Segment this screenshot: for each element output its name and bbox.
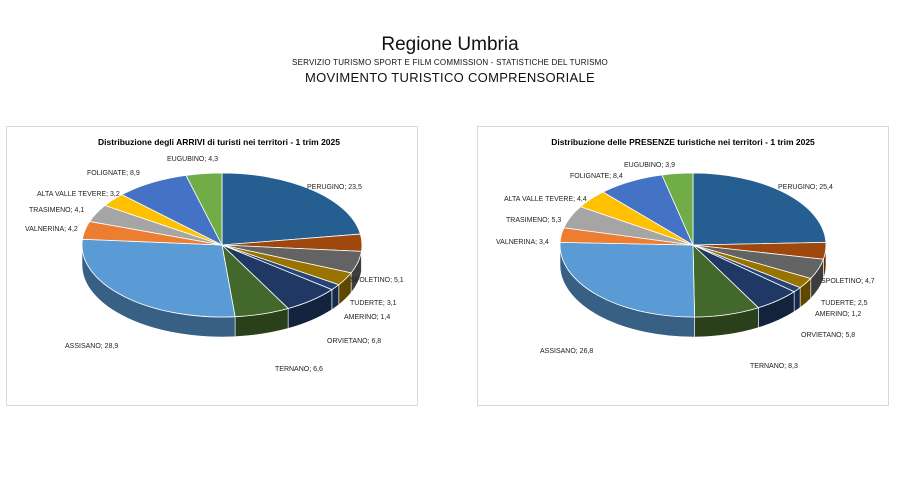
data-label-tuderte: TUDERTE; 3,1 (350, 300, 397, 307)
data-label-assisano: ASSISANO; 26,8 (540, 348, 594, 355)
data-label-alta-valle-tevere: ALTA VALLE TEVERE; 3,2 (37, 191, 120, 198)
data-label-folignate: FOLIGNATE; 8,9 (87, 170, 140, 177)
data-label-ternano: TERNANO; 6,6 (275, 366, 323, 373)
section-title: MOVIMENTO TURISTICO COMPRENSORIALE (305, 70, 595, 85)
data-label-orvietano: ORVIETANO; 5,8 (801, 332, 856, 339)
data-label-eugubino: EUGUBINO; 4,3 (167, 156, 218, 163)
chart-panel-presenze (477, 126, 889, 406)
data-label-valnerina: VALNERINA; 4,2 (25, 226, 78, 233)
page-title: Regione Umbria (381, 34, 519, 55)
pie-chart-arrivi (7, 127, 417, 405)
data-label-perugino: PERUGINO; 25,4 (778, 184, 833, 191)
data-label-orvietano: ORVIETANO; 6,8 (327, 338, 382, 345)
pie-top (560, 173, 826, 317)
chart-title: Distribuzione delle PRESENZE turistiche nei territori - 1 trim 2025 (551, 137, 815, 147)
data-label-valnerina: VALNERINA; 3,4 (496, 239, 549, 246)
data-label-amerino: AMERINO; 1,4 (344, 314, 391, 321)
data-label-perugino: PERUGINO; 23,5 (307, 184, 362, 191)
data-label-folignate: FOLIGNATE; 8,4 (570, 173, 623, 180)
pie-slice-assisano (560, 242, 695, 317)
data-label-trasimeno: TRASIMENO; 4,1 (29, 207, 85, 214)
data-label-tuderte: TUDERTE; 2,5 (821, 300, 868, 307)
chart-title: Distribuzione degli ARRIVI di turisti nei territori - 1 trim 2025 (98, 137, 340, 147)
data-label-amerino: AMERINO; 1,2 (815, 311, 862, 318)
data-label-spoletino: SPOLETINO; 4,7 (821, 278, 875, 285)
pie-slice-assisano (82, 239, 235, 317)
chart-panel-arrivi (6, 126, 418, 406)
pie-top (82, 173, 362, 317)
data-label-eugubino: EUGUBINO; 3,9 (624, 162, 675, 169)
data-label-alta-valle-tevere: ALTA VALLE TEVERE; 4,4 (504, 196, 587, 203)
data-label-ternano: TERNANO; 8,3 (750, 363, 798, 370)
data-label-assisano: ASSISANO; 28,9 (65, 343, 119, 350)
data-label-trasimeno: TRASIMENO; 5,3 (506, 217, 562, 224)
pie-chart-presenze (478, 127, 888, 405)
data-label-spoletino: SPOLETINO; 5,1 (350, 277, 404, 284)
page-subtitle: SERVIZIO TURISMO SPORT E FILM COMMISSION - STATISTICHE DEL TURISMO (292, 58, 608, 67)
